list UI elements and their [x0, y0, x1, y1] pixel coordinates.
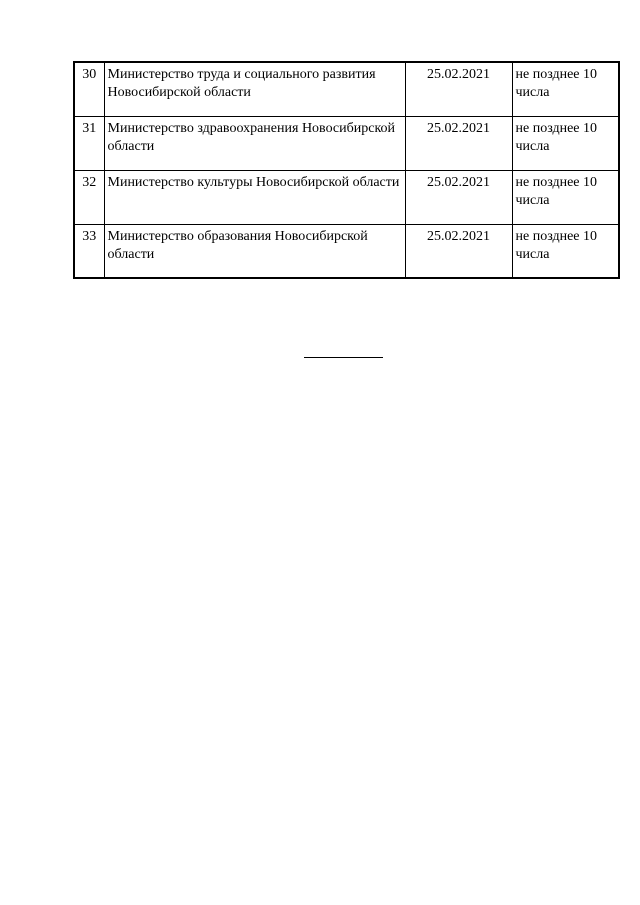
row-number: 31	[74, 116, 104, 170]
end-of-document-line	[304, 357, 383, 358]
row-number: 30	[74, 62, 104, 116]
row-date: 25.02.2021	[405, 116, 512, 170]
table-row	[74, 116, 619, 170]
ministry-name: Министерство труда и социального развития Новосибирской области	[104, 62, 405, 116]
ministry-name: Министерство культуры Новосибирской области	[104, 170, 405, 224]
table-row	[74, 170, 619, 224]
row-number: 33	[74, 224, 104, 278]
table-row	[74, 62, 619, 116]
ministry-name: Министерство образования Новосибирской области	[104, 224, 405, 278]
row-date: 25.02.2021	[405, 170, 512, 224]
table-row	[74, 224, 619, 278]
row-deadline: не позднее 10 числа	[512, 224, 619, 278]
row-deadline: не позднее 10 числа	[512, 116, 619, 170]
row-date: 25.02.2021	[405, 62, 512, 116]
row-deadline: не позднее 10 числа	[512, 62, 619, 116]
row-number: 32	[74, 170, 104, 224]
ministry-name: Министерство здравоохранения Новосибирской области	[104, 116, 405, 170]
row-deadline: не позднее 10 числа	[512, 170, 619, 224]
ministries-table	[73, 61, 620, 279]
row-date: 25.02.2021	[405, 224, 512, 278]
